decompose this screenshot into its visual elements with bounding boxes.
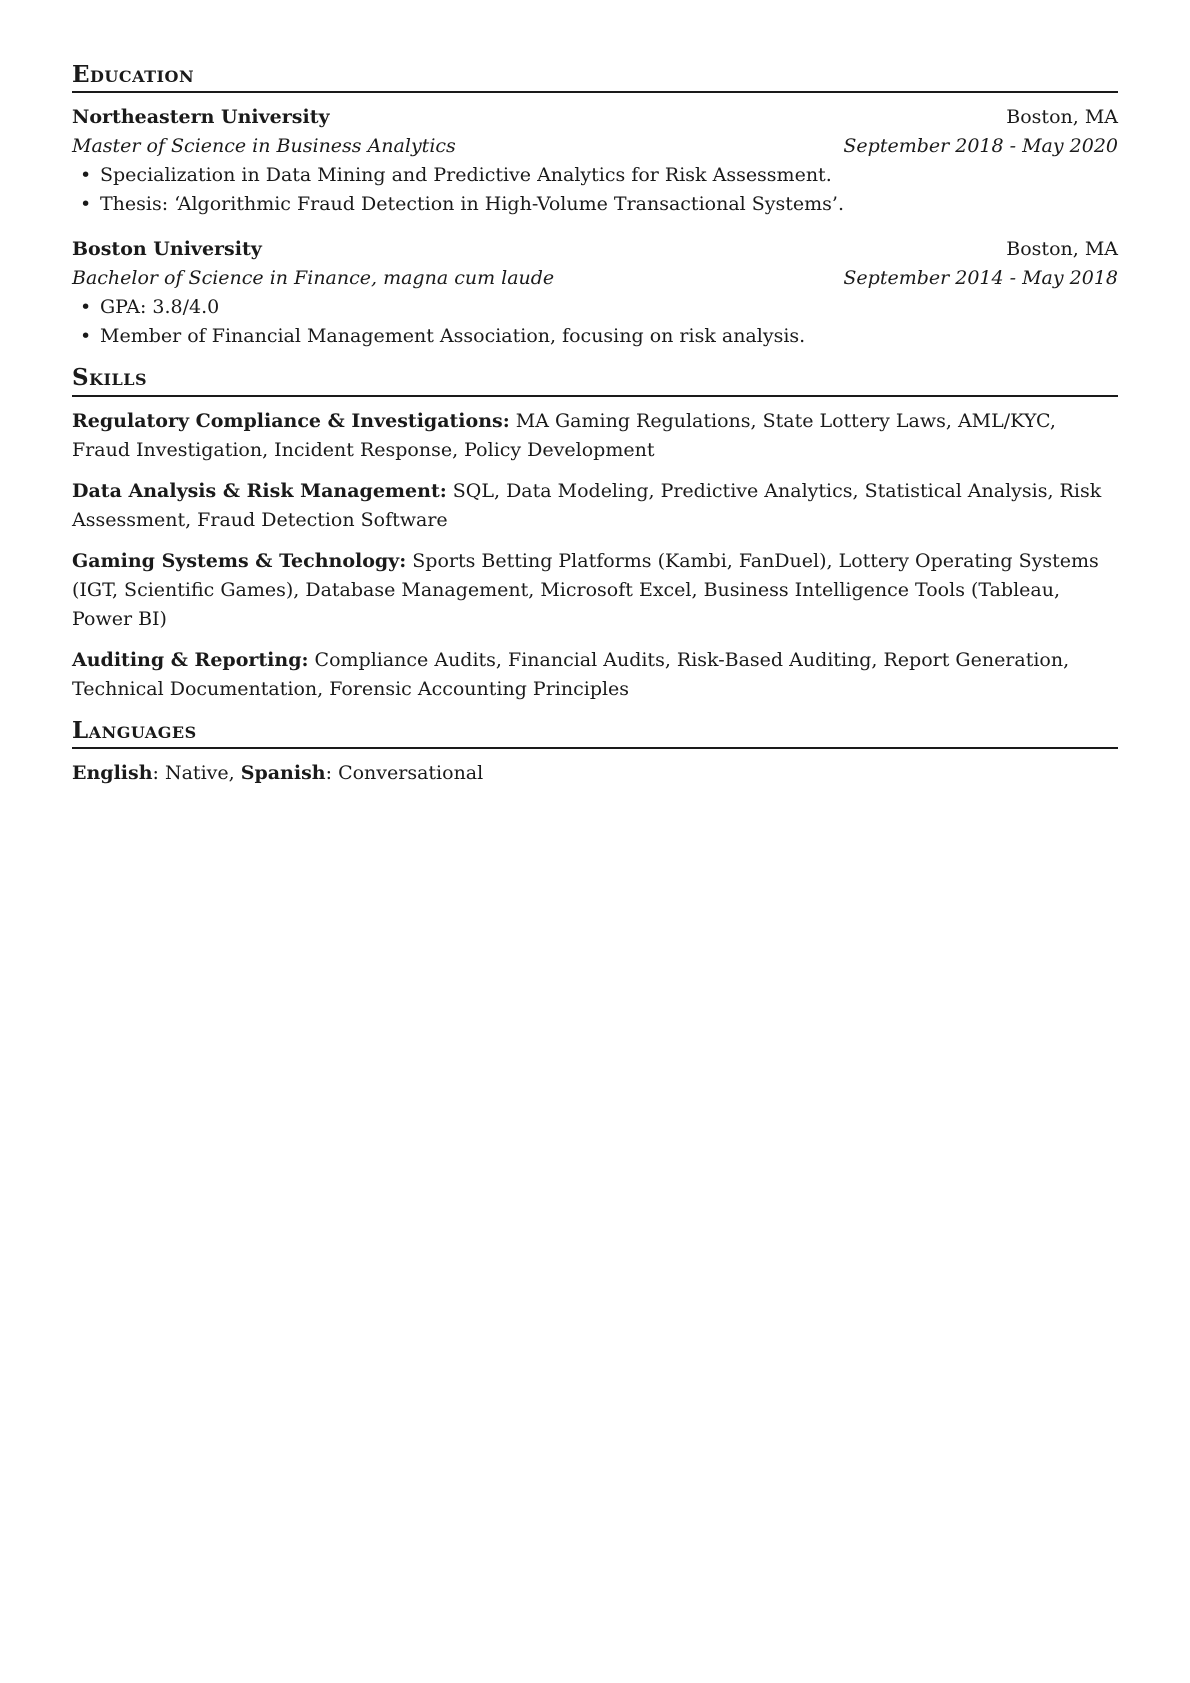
skill-item: [72, 477, 1118, 535]
bullet-item: • Thesis: ‘Algorithmic Fraud Detection in High-Volume Transactional Systems’.: [72, 190, 1118, 219]
degree: Bachelor of Science in Finance, magna cum laude: [72, 267, 555, 290]
skill-label: Data Analysis & Risk Management:: [72, 479, 447, 502]
skill-value: Compliance Audits, Financial Audits, Risk-Based Auditing, Report Generation, Technical Documentation, Forensic Accounting Principles: [72, 648, 1070, 700]
education-entry: [72, 103, 1118, 219]
date-range: September 2014 - May 2018: [843, 267, 1118, 290]
languages-line: English: Native, Spanish: Conversational: [72, 762, 484, 785]
resume-page: [72, 62, 1118, 802]
education-heading: Education: [72, 62, 1118, 93]
language-level: Conversational: [338, 762, 484, 785]
skill-label: Regulatory Compliance & Investigations:: [72, 409, 510, 432]
language-name: Spanish: [240, 762, 326, 785]
institution-location: Boston, MA: [1006, 106, 1118, 129]
education-section: [72, 62, 1118, 351]
degree: Master of Science in Business Analytics: [72, 135, 456, 158]
education-bullets: [72, 161, 1118, 219]
institution-location: Boston, MA: [1006, 238, 1118, 261]
institution-name: Northeastern University: [72, 106, 330, 129]
bullet-item: • GPA: 3.8/4.0: [72, 293, 1118, 322]
languages-heading: Languages: [72, 718, 1118, 749]
language-level: Native: [164, 762, 229, 785]
skill-value: Sports Betting Platforms (Kambi, FanDuel), Lottery Operating Systems (IGT, Scientific Games), Database Management, Microsoft Excel, Business Intelligence Tools (Tableau, Power BI): [72, 549, 1099, 630]
education-bullets: [72, 293, 1118, 351]
language-name: English: [72, 762, 153, 785]
institution-name: Boston University: [72, 238, 262, 261]
skill-label: Gaming Systems & Technology:: [72, 549, 407, 572]
languages-section: [72, 718, 1118, 788]
skill-item: [72, 547, 1118, 634]
skill-label: Auditing & Reporting:: [72, 648, 309, 671]
bullet-item: • Member of Financial Management Association, focusing on risk analysis.: [72, 322, 1118, 351]
skills-section: [72, 365, 1118, 703]
bullet-item: • Specialization in Data Mining and Predictive Analytics for Risk Assessment.: [72, 161, 1118, 190]
skill-item: [72, 646, 1118, 704]
skill-value: MA Gaming Regulations, State Lottery Laws, AML/KYC, Fraud Investigation, Incident Response, Policy Development: [72, 409, 1056, 461]
date-range: September 2018 - May 2020: [843, 135, 1118, 158]
skill-value: SQL, Data Modeling, Predictive Analytics, Statistical Analysis, Risk Assessment, Fraud Detection Software: [72, 479, 1102, 531]
skill-item: [72, 407, 1118, 465]
skills-heading: Skills: [72, 365, 1118, 396]
education-entry: [72, 235, 1118, 351]
